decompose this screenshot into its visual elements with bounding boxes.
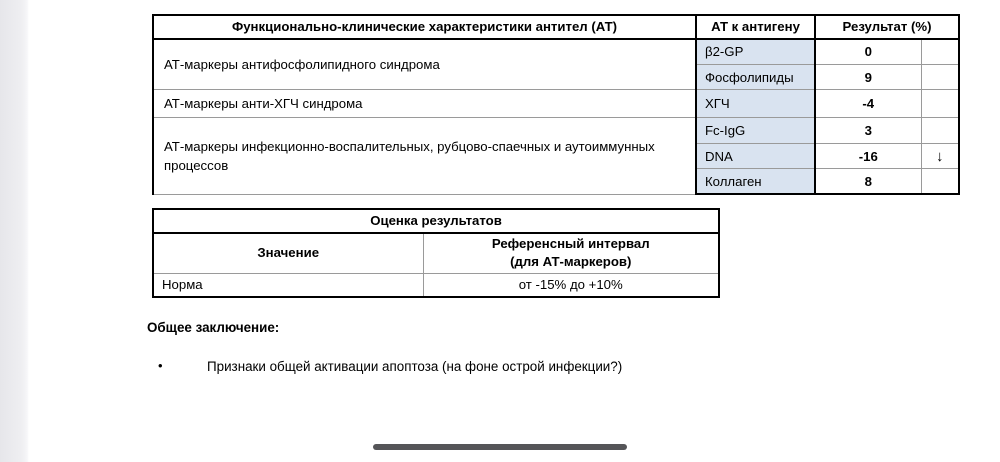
column-header-value: Значение bbox=[153, 233, 423, 273]
antibody-results-table bbox=[152, 14, 960, 195]
arrow-down-icon: ↓ bbox=[921, 143, 959, 168]
group-description-antiphospholipid: АТ-маркеры антифосфолипидного синдрома bbox=[153, 39, 696, 90]
column-header-reference bbox=[423, 233, 719, 273]
column-header-result: Результат (%) bbox=[815, 15, 959, 39]
document-page bbox=[29, 0, 1000, 462]
antigen-cell: β2-GP bbox=[696, 39, 815, 64]
flag-cell bbox=[921, 39, 959, 64]
flag-cell bbox=[921, 90, 959, 118]
result-cell: 3 bbox=[815, 118, 921, 143]
conclusion-list bbox=[147, 358, 847, 377]
table-row bbox=[153, 118, 959, 143]
antigen-cell: Фосфолипиды bbox=[696, 64, 815, 89]
conclusion-item-text: Признаки общей активации апоптоза (на фоне острой инфекции?) bbox=[207, 359, 623, 374]
group-description-anti-hcg: АТ-маркеры анти-ХГЧ синдрома bbox=[153, 90, 696, 118]
antigen-cell: Коллаген bbox=[696, 169, 815, 194]
antigen-cell: Fc-IgG bbox=[696, 118, 815, 143]
home-indicator bbox=[373, 444, 627, 450]
result-cell: 9 bbox=[815, 64, 921, 89]
flag-cell bbox=[921, 64, 959, 89]
conclusion-heading: Общее заключение: bbox=[147, 320, 280, 335]
evaluation-table bbox=[152, 208, 720, 298]
evaluation-header-row bbox=[153, 233, 719, 273]
group-description-infectious-autoimmune: АТ-маркеры инфекционно-воспалительных, рубцово-спаечных и аутоиммунных процессов bbox=[153, 118, 696, 194]
list-item bbox=[147, 358, 847, 377]
evaluation-value-cell: Норма bbox=[153, 273, 423, 297]
result-cell: -4 bbox=[815, 90, 921, 118]
flag-cell bbox=[921, 169, 959, 194]
table-row bbox=[153, 90, 959, 118]
evaluation-title-row bbox=[153, 209, 719, 233]
evaluation-reference-cell: от -15% до +10% bbox=[423, 273, 719, 297]
table-row bbox=[153, 39, 959, 64]
antigen-cell: DNA bbox=[696, 143, 815, 168]
flag-cell bbox=[921, 118, 959, 143]
reference-header-line-2: (для АТ-маркеров) bbox=[510, 254, 632, 270]
result-cell: 8 bbox=[815, 169, 921, 194]
bullet-icon: • bbox=[158, 358, 163, 373]
evaluation-title: Оценка результатов bbox=[153, 209, 719, 233]
table-row bbox=[153, 273, 719, 297]
column-header-characteristics: Функционально-клинические характеристики антител (АТ) bbox=[153, 15, 696, 39]
result-cell: 0 bbox=[815, 39, 921, 64]
antigen-cell: ХГЧ bbox=[696, 90, 815, 118]
column-header-antigen: АТ к антигену bbox=[696, 15, 815, 39]
reference-header-line-1: Референсный интервал bbox=[491, 236, 650, 252]
result-cell: -16 bbox=[815, 143, 921, 168]
table-header-row bbox=[153, 15, 959, 39]
